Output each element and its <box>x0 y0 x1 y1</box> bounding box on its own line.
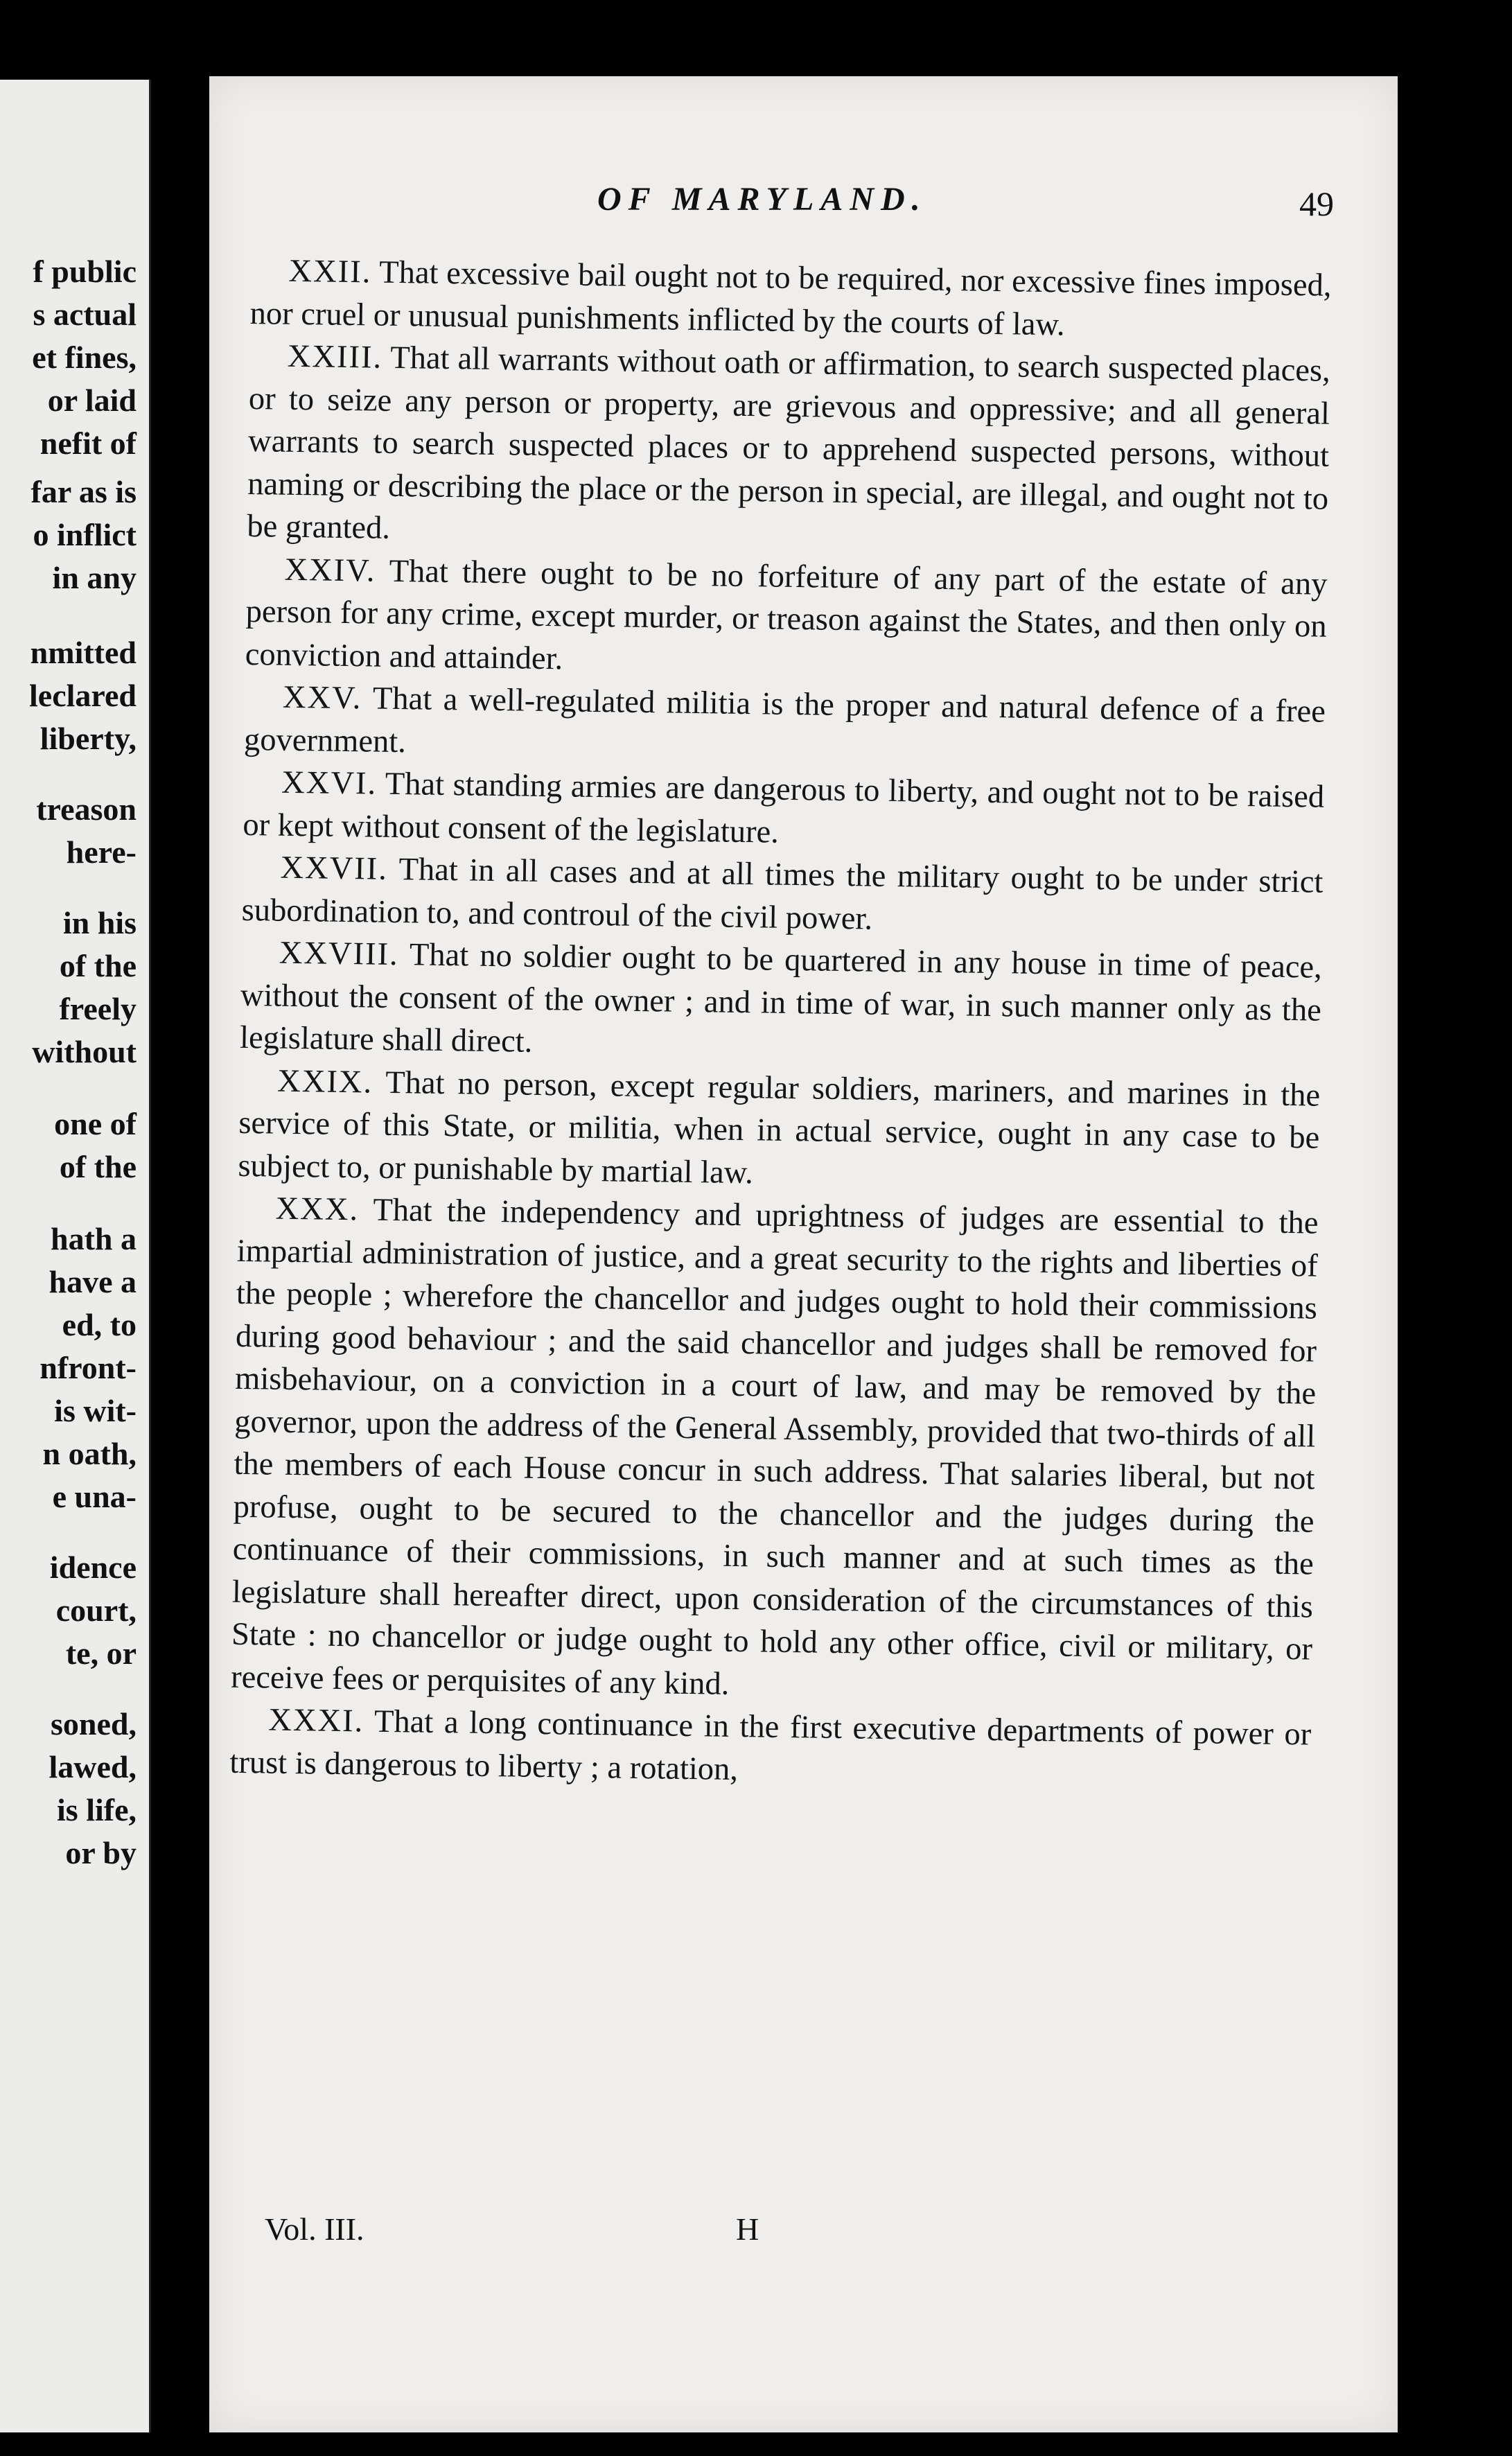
facing-page-line: of the <box>59 948 137 983</box>
volume-label: Vol. III. <box>265 2211 364 2247</box>
page-header <box>209 180 1398 236</box>
article-body: That no soldier ought to be quartered in any house in time of peace, without the consent of the owner ; and in time of war, in such manner only as the legislature shall direct. <box>239 937 1323 1060</box>
facing-page-line: freely <box>59 991 137 1026</box>
article-number: XXIII. <box>287 338 383 376</box>
article-body: That all warrants without oath or affirmation, to search suspected places, or to seize any person or property, are grievous and oppressive; and all general warrants to search suspected places or to apprehend suspected persons, without naming or describing the place or the person in special, are illegal, and ought not to be granted. <box>247 340 1331 546</box>
page-footer <box>209 2211 1398 2259</box>
signature-mark: H <box>736 2211 759 2247</box>
article-number: XXX. <box>275 1191 360 1228</box>
article-paragraph <box>247 335 1330 563</box>
article-paragraph <box>231 1187 1319 1714</box>
facing-page-line: nmitted <box>30 635 137 670</box>
article-body: That no person, except regular soldiers, mariners, and marines in the service of this State, or militia, when in actual service, ought in any case to be subject to, or punishable by martial law. <box>238 1064 1321 1191</box>
facing-page-line: nfront- <box>39 1350 137 1385</box>
facing-page-line: without <box>32 1034 137 1069</box>
facing-page-line: te, or <box>65 1635 137 1671</box>
page-gutter <box>151 0 209 2456</box>
article-body: That in all cases and at all times the military ought to be under strict subordination to, and controul of the civil power. <box>241 852 1324 937</box>
article-paragraph <box>229 1699 1312 1799</box>
facing-page-line: soned, <box>51 1706 137 1742</box>
facing-page-line: treason <box>36 791 137 827</box>
article-paragraph <box>241 846 1324 947</box>
facing-page-line: or by <box>65 1835 137 1870</box>
article-number: XXVI. <box>281 764 378 802</box>
facing-page-line: idence <box>49 1550 137 1585</box>
article-paragraph <box>243 761 1325 861</box>
article-number: XXV. <box>282 679 362 717</box>
facing-page-line: hath a <box>51 1221 137 1256</box>
facing-page-line: leclared <box>29 678 137 713</box>
article-number: XXVIII. <box>279 935 399 973</box>
article-body: That a long continuance in the first executive departments of power or trust is dangerous to liberty ; a rotation, <box>229 1703 1312 1787</box>
facing-page-line: one of <box>54 1106 137 1141</box>
article-body: That a well-regulated militia is the proper and natural defence of a free government. <box>243 681 1326 760</box>
facing-page-line: n oath, <box>42 1436 137 1471</box>
facing-page-line: ed, to <box>62 1307 137 1342</box>
facing-page-line: is life, <box>57 1792 137 1827</box>
article-body: That excessive bail ought not to be required, nor excessive fines imposed, nor cruel or unusual punishments inflicted by the courts of law. <box>249 254 1332 342</box>
facing-page-line: s actual <box>33 297 137 332</box>
facing-page-line: in any <box>52 560 137 595</box>
article-text <box>229 249 1332 1799</box>
article-paragraph <box>249 249 1332 350</box>
facing-page-line: here- <box>66 834 137 870</box>
facing-page-line: far as is <box>30 474 137 509</box>
facing-page-line: nefit of <box>39 426 137 461</box>
running-head: OF MARYLAND. <box>597 181 927 218</box>
facing-page-line: is wit- <box>54 1393 137 1428</box>
article-number: XXIV. <box>284 552 376 589</box>
article-number: XXXI. <box>268 1702 364 1739</box>
article-body: That standing armies are dangerous to liberty, and ought not to be raised or kept without consent of the legislature. <box>243 766 1325 850</box>
article-paragraph <box>244 676 1326 776</box>
article-number: XXVII. <box>280 850 389 887</box>
article-paragraph <box>245 547 1327 690</box>
facing-page-line: o inflict <box>33 517 137 552</box>
facing-page-edge <box>0 80 151 2432</box>
page-number: 49 <box>1299 184 1334 223</box>
book-page <box>209 76 1398 2432</box>
facing-page-line: liberty, <box>39 721 137 756</box>
article-paragraph <box>240 931 1322 1074</box>
facing-page-line: have a <box>49 1264 137 1299</box>
article-number: XXII. <box>288 253 372 290</box>
facing-page-line: of the <box>59 1149 137 1184</box>
facing-page-line: f public <box>33 254 137 289</box>
facing-page-line: or laid <box>47 383 137 418</box>
facing-page-line: e una- <box>52 1479 137 1514</box>
article-body: That there ought to be no forfeiture of any part of the estate of any person for any crime, except murder, or treason against the States, and then only on conviction and attainder. <box>245 553 1328 676</box>
facing-page-line: et fines, <box>32 340 137 375</box>
facing-page-line: in his <box>62 905 137 940</box>
article-body: That the independency and uprightness of judges are essential to the impartial administration of justice, and a great security to the rights and liberties of the people ; wherefore the chancellor and judges ought to hold their commissions during good behaviour ; and the said chancellor and judges shall be removed for misbehaviour, on a conviction in a court of law, and may be removed by the governor, upon the address of the General Assembly, provided that two-thirds of all the members of each House concur in such address. That salaries liberal, but not profuse, ought to be secured to the chancellor and the judges during the continuance of their commissions, in such manner and at such times as the legislature shall hereafter direct, upon consideration of the circumstances of this State : no chancellor or judge ought to hold any other office, civil or military, or receive fees or perquisites of any kind. <box>230 1192 1319 1702</box>
article-number: XXIX. <box>276 1063 373 1100</box>
facing-page-line: court, <box>55 1593 137 1628</box>
article-paragraph <box>238 1059 1320 1202</box>
facing-page-line: lawed, <box>49 1749 137 1784</box>
